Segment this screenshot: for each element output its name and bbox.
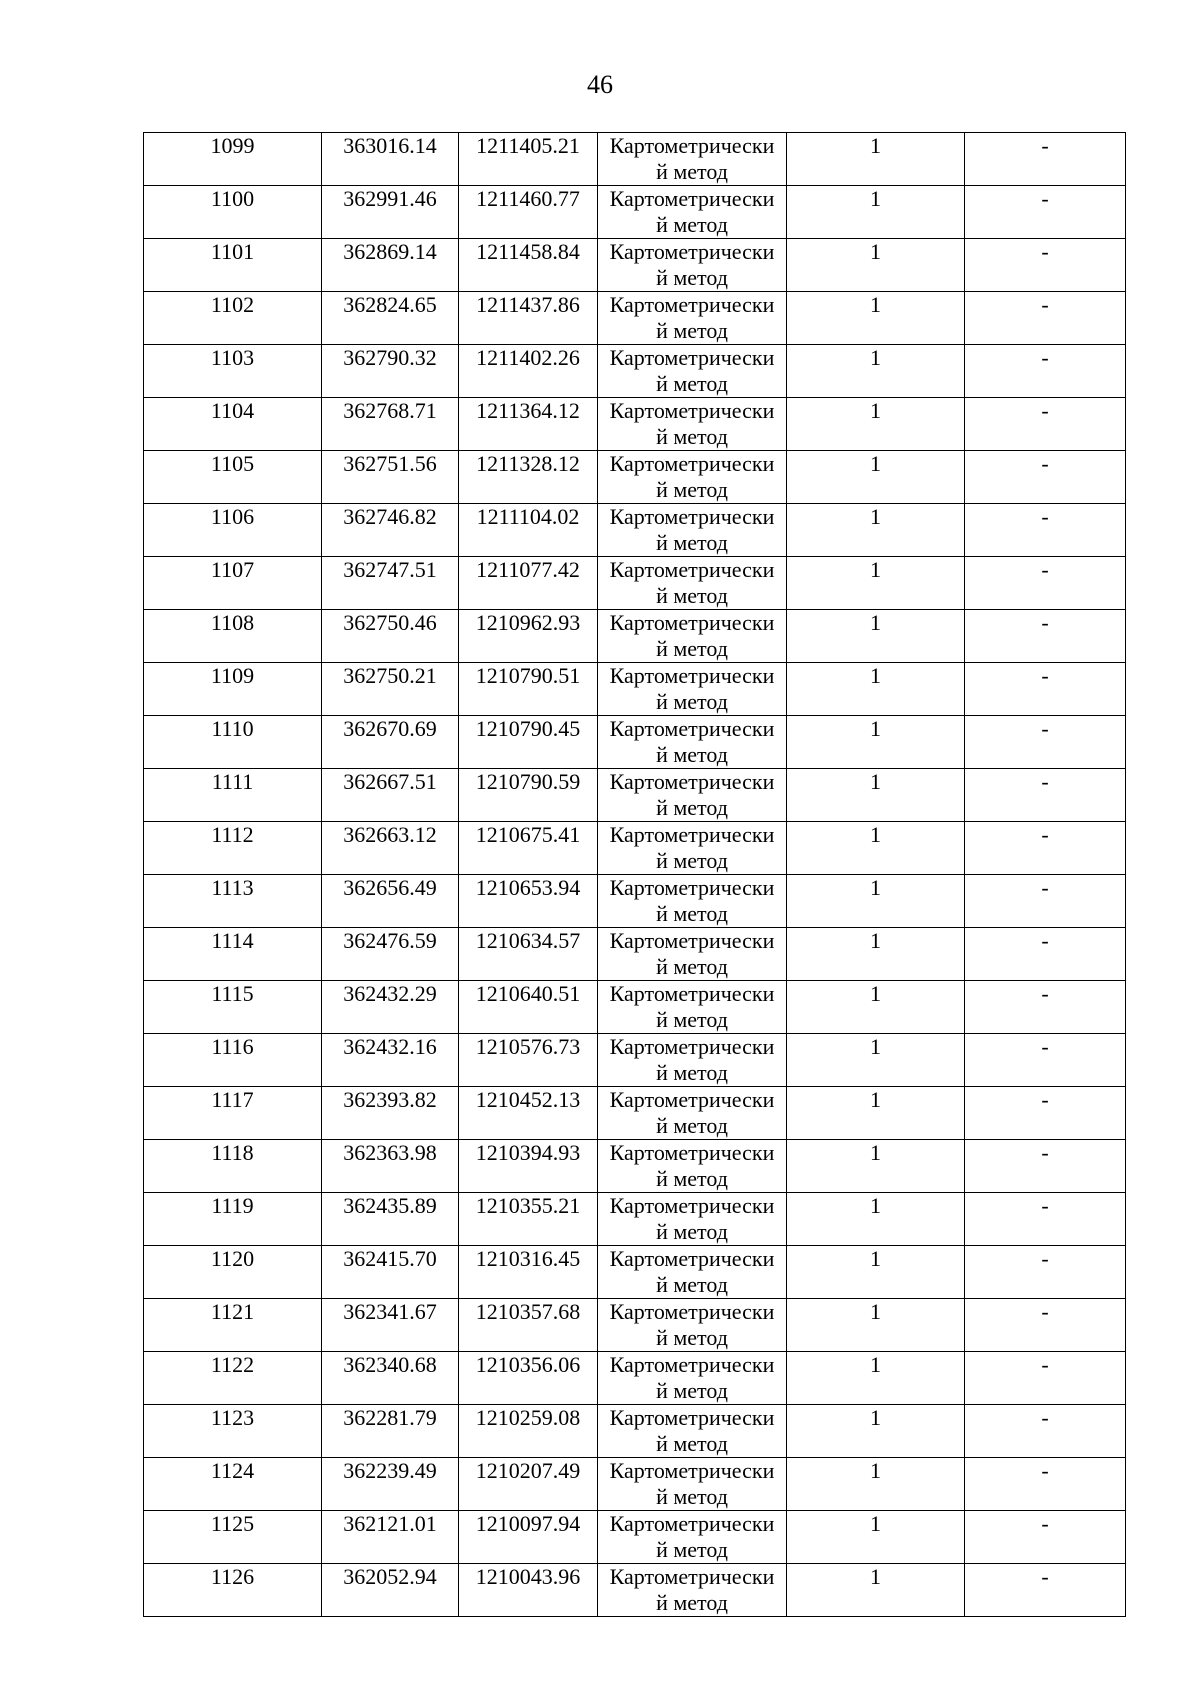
table-row xyxy=(144,610,1126,663)
method-line-2: й метод xyxy=(656,1060,728,1085)
method-line-1: Картометрически xyxy=(609,981,775,1006)
method-cell xyxy=(598,1193,787,1246)
method-line-1: Картометрически xyxy=(609,769,775,794)
note-cell: - xyxy=(965,1193,1126,1246)
method-line-1: Картометрически xyxy=(609,1246,775,1271)
method-cell xyxy=(598,133,787,186)
x-coordinate-cell: 362476.59 xyxy=(322,928,459,981)
table-row xyxy=(144,1034,1126,1087)
y-coordinate-cell: 1210097.94 xyxy=(459,1511,598,1564)
method-cell xyxy=(598,186,787,239)
method-line-1: Картометрически xyxy=(609,1564,775,1589)
x-coordinate-cell: 362435.89 xyxy=(322,1193,459,1246)
method-line-2: й метод xyxy=(656,1537,728,1562)
table-row xyxy=(144,345,1126,398)
y-coordinate-cell: 1211437.86 xyxy=(459,292,598,345)
note-cell: - xyxy=(965,1034,1126,1087)
x-coordinate-cell: 362239.49 xyxy=(322,1458,459,1511)
method-line-1: Картометрически xyxy=(609,1511,775,1536)
method-cell xyxy=(598,1140,787,1193)
x-coordinate-cell: 362663.12 xyxy=(322,822,459,875)
accuracy-cell: 1 xyxy=(787,292,965,345)
method-line-2: й метод xyxy=(656,1378,728,1403)
method-line-2: й метод xyxy=(656,318,728,343)
method-line-1: Картометрически xyxy=(609,1034,775,1059)
accuracy-cell: 1 xyxy=(787,504,965,557)
accuracy-cell: 1 xyxy=(787,1405,965,1458)
y-coordinate-cell: 1210576.73 xyxy=(459,1034,598,1087)
table-row xyxy=(144,1352,1126,1405)
method-line-1: Картометрически xyxy=(609,1140,775,1165)
table-row xyxy=(144,769,1126,822)
y-coordinate-cell: 1210790.45 xyxy=(459,716,598,769)
method-line-1: Картометрически xyxy=(609,239,775,264)
accuracy-cell: 1 xyxy=(787,1140,965,1193)
y-coordinate-cell: 1211364.12 xyxy=(459,398,598,451)
x-coordinate-cell: 362415.70 xyxy=(322,1246,459,1299)
point-number-cell: 1125 xyxy=(144,1511,322,1564)
method-line-2: й метод xyxy=(656,1484,728,1509)
y-coordinate-cell: 1211104.02 xyxy=(459,504,598,557)
point-number-cell: 1115 xyxy=(144,981,322,1034)
method-line-2: й метод xyxy=(656,1007,728,1032)
table-row xyxy=(144,451,1126,504)
note-cell: - xyxy=(965,1087,1126,1140)
note-cell: - xyxy=(965,398,1126,451)
table-row xyxy=(144,292,1126,345)
method-line-1: Картометрически xyxy=(609,1193,775,1218)
x-coordinate-cell: 362750.46 xyxy=(322,610,459,663)
method-line-1: Картометрически xyxy=(609,451,775,476)
note-cell: - xyxy=(965,451,1126,504)
note-cell: - xyxy=(965,292,1126,345)
method-line-1: Картометрически xyxy=(609,557,775,582)
method-line-1: Картометрически xyxy=(609,1352,775,1377)
table-row xyxy=(144,504,1126,557)
page-number: 46 xyxy=(587,70,613,99)
y-coordinate-cell: 1210259.08 xyxy=(459,1405,598,1458)
y-coordinate-cell: 1211405.21 xyxy=(459,133,598,186)
point-number-cell: 1122 xyxy=(144,1352,322,1405)
method-cell xyxy=(598,557,787,610)
x-coordinate-cell: 362869.14 xyxy=(322,239,459,292)
coordinates-table xyxy=(143,132,1126,1617)
y-coordinate-cell: 1210207.49 xyxy=(459,1458,598,1511)
accuracy-cell: 1 xyxy=(787,398,965,451)
table-row xyxy=(144,1193,1126,1246)
note-cell: - xyxy=(965,1564,1126,1617)
method-line-1: Картометрически xyxy=(609,398,775,423)
x-coordinate-cell: 362667.51 xyxy=(322,769,459,822)
method-line-2: й метод xyxy=(656,1325,728,1350)
point-number-cell: 1112 xyxy=(144,822,322,875)
accuracy-cell: 1 xyxy=(787,1034,965,1087)
method-line-2: й метод xyxy=(656,1590,728,1615)
method-cell xyxy=(598,1511,787,1564)
x-coordinate-cell: 362751.56 xyxy=(322,451,459,504)
point-number-cell: 1113 xyxy=(144,875,322,928)
table-row xyxy=(144,186,1126,239)
accuracy-cell: 1 xyxy=(787,186,965,239)
table-row xyxy=(144,1511,1126,1564)
method-line-2: й метод xyxy=(656,1431,728,1456)
y-coordinate-cell: 1210962.93 xyxy=(459,610,598,663)
note-cell: - xyxy=(965,1352,1126,1405)
y-coordinate-cell: 1210675.41 xyxy=(459,822,598,875)
y-coordinate-cell: 1210653.94 xyxy=(459,875,598,928)
note-cell: - xyxy=(965,557,1126,610)
y-coordinate-cell: 1210790.59 xyxy=(459,769,598,822)
x-coordinate-cell: 362991.46 xyxy=(322,186,459,239)
method-cell xyxy=(598,981,787,1034)
note-cell: - xyxy=(965,1458,1126,1511)
x-coordinate-cell: 362747.51 xyxy=(322,557,459,610)
table-row xyxy=(144,1405,1126,1458)
x-coordinate-cell: 362340.68 xyxy=(322,1352,459,1405)
point-number-cell: 1114 xyxy=(144,928,322,981)
point-number-cell: 1110 xyxy=(144,716,322,769)
table-row xyxy=(144,1299,1126,1352)
x-coordinate-cell: 362656.49 xyxy=(322,875,459,928)
method-line-1: Картометрически xyxy=(609,1458,775,1483)
method-cell xyxy=(598,928,787,981)
note-cell: - xyxy=(965,875,1126,928)
note-cell: - xyxy=(965,1405,1126,1458)
method-line-2: й метод xyxy=(656,1113,728,1138)
coordinates-table-body xyxy=(144,133,1126,1617)
accuracy-cell: 1 xyxy=(787,663,965,716)
method-cell xyxy=(598,1034,787,1087)
method-cell xyxy=(598,663,787,716)
method-line-2: й метод xyxy=(656,1272,728,1297)
note-cell: - xyxy=(965,716,1126,769)
table-row xyxy=(144,663,1126,716)
y-coordinate-cell: 1210043.96 xyxy=(459,1564,598,1617)
accuracy-cell: 1 xyxy=(787,133,965,186)
table-row xyxy=(144,875,1126,928)
x-coordinate-cell: 362824.65 xyxy=(322,292,459,345)
note-cell: - xyxy=(965,928,1126,981)
point-number-cell: 1121 xyxy=(144,1299,322,1352)
method-line-2: й метод xyxy=(656,954,728,979)
y-coordinate-cell: 1210355.21 xyxy=(459,1193,598,1246)
method-cell xyxy=(598,769,787,822)
accuracy-cell: 1 xyxy=(787,1087,965,1140)
point-number-cell: 1103 xyxy=(144,345,322,398)
table-row xyxy=(144,1458,1126,1511)
note-cell: - xyxy=(965,822,1126,875)
method-cell xyxy=(598,610,787,663)
accuracy-cell: 1 xyxy=(787,451,965,504)
accuracy-cell: 1 xyxy=(787,1352,965,1405)
note-cell: - xyxy=(965,981,1126,1034)
method-cell xyxy=(598,1458,787,1511)
note-cell: - xyxy=(965,1140,1126,1193)
y-coordinate-cell: 1211077.42 xyxy=(459,557,598,610)
method-line-2: й метод xyxy=(656,424,728,449)
method-cell xyxy=(598,1352,787,1405)
table-row xyxy=(144,716,1126,769)
accuracy-cell: 1 xyxy=(787,822,965,875)
table-row xyxy=(144,1140,1126,1193)
table-row xyxy=(144,1564,1126,1617)
method-cell xyxy=(598,398,787,451)
point-number-cell: 1119 xyxy=(144,1193,322,1246)
x-coordinate-cell: 362746.82 xyxy=(322,504,459,557)
y-coordinate-cell: 1210394.93 xyxy=(459,1140,598,1193)
method-line-2: й метод xyxy=(656,742,728,767)
y-coordinate-cell: 1210316.45 xyxy=(459,1246,598,1299)
x-coordinate-cell: 362750.21 xyxy=(322,663,459,716)
method-line-2: й метод xyxy=(656,530,728,555)
y-coordinate-cell: 1210640.51 xyxy=(459,981,598,1034)
point-number-cell: 1111 xyxy=(144,769,322,822)
y-coordinate-cell: 1210452.13 xyxy=(459,1087,598,1140)
x-coordinate-cell: 362790.32 xyxy=(322,345,459,398)
method-line-2: й метод xyxy=(656,636,728,661)
table-row xyxy=(144,1087,1126,1140)
y-coordinate-cell: 1211460.77 xyxy=(459,186,598,239)
table-row xyxy=(144,239,1126,292)
x-coordinate-cell: 362052.94 xyxy=(322,1564,459,1617)
point-number-cell: 1105 xyxy=(144,451,322,504)
point-number-cell: 1108 xyxy=(144,610,322,663)
method-cell xyxy=(598,716,787,769)
method-line-1: Картометрически xyxy=(609,822,775,847)
method-cell xyxy=(598,504,787,557)
accuracy-cell: 1 xyxy=(787,557,965,610)
method-line-2: й метод xyxy=(656,371,728,396)
note-cell: - xyxy=(965,504,1126,557)
method-cell xyxy=(598,1299,787,1352)
y-coordinate-cell: 1210634.57 xyxy=(459,928,598,981)
point-number-cell: 1117 xyxy=(144,1087,322,1140)
method-cell xyxy=(598,1564,787,1617)
x-coordinate-cell: 362432.29 xyxy=(322,981,459,1034)
point-number-cell: 1124 xyxy=(144,1458,322,1511)
y-coordinate-cell: 1211458.84 xyxy=(459,239,598,292)
table-row xyxy=(144,133,1126,186)
method-line-1: Картометрически xyxy=(609,504,775,529)
method-line-1: Картометрически xyxy=(609,610,775,635)
accuracy-cell: 1 xyxy=(787,875,965,928)
x-coordinate-cell: 362432.16 xyxy=(322,1034,459,1087)
method-line-2: й метод xyxy=(656,1166,728,1191)
method-line-1: Картометрически xyxy=(609,345,775,370)
point-number-cell: 1126 xyxy=(144,1564,322,1617)
method-line-1: Картометрически xyxy=(609,1405,775,1430)
point-number-cell: 1120 xyxy=(144,1246,322,1299)
method-line-1: Картометрически xyxy=(609,1087,775,1112)
method-line-1: Картометрически xyxy=(609,1299,775,1324)
note-cell: - xyxy=(965,345,1126,398)
x-coordinate-cell: 362341.67 xyxy=(322,1299,459,1352)
y-coordinate-cell: 1210790.51 xyxy=(459,663,598,716)
x-coordinate-cell: 362281.79 xyxy=(322,1405,459,1458)
x-coordinate-cell: 362670.69 xyxy=(322,716,459,769)
table-row xyxy=(144,928,1126,981)
y-coordinate-cell: 1211328.12 xyxy=(459,451,598,504)
point-number-cell: 1123 xyxy=(144,1405,322,1458)
method-line-2: й метод xyxy=(656,159,728,184)
accuracy-cell: 1 xyxy=(787,1193,965,1246)
method-line-2: й метод xyxy=(656,901,728,926)
method-line-1: Картометрически xyxy=(609,663,775,688)
y-coordinate-cell: 1211402.26 xyxy=(459,345,598,398)
x-coordinate-cell: 363016.14 xyxy=(322,133,459,186)
x-coordinate-cell: 362393.82 xyxy=(322,1087,459,1140)
point-number-cell: 1102 xyxy=(144,292,322,345)
method-line-2: й метод xyxy=(656,212,728,237)
table-row xyxy=(144,1246,1126,1299)
accuracy-cell: 1 xyxy=(787,1458,965,1511)
point-number-cell: 1104 xyxy=(144,398,322,451)
method-line-2: й метод xyxy=(656,689,728,714)
y-coordinate-cell: 1210356.06 xyxy=(459,1352,598,1405)
accuracy-cell: 1 xyxy=(787,981,965,1034)
method-line-1: Картометрически xyxy=(609,133,775,158)
accuracy-cell: 1 xyxy=(787,928,965,981)
note-cell: - xyxy=(965,133,1126,186)
method-line-1: Картометрически xyxy=(609,186,775,211)
table-row xyxy=(144,398,1126,451)
note-cell: - xyxy=(965,186,1126,239)
point-number-cell: 1100 xyxy=(144,186,322,239)
note-cell: - xyxy=(965,1246,1126,1299)
table-row xyxy=(144,981,1126,1034)
method-line-2: й метод xyxy=(656,848,728,873)
table-row xyxy=(144,822,1126,875)
method-cell xyxy=(598,1405,787,1458)
point-number-cell: 1109 xyxy=(144,663,322,716)
accuracy-cell: 1 xyxy=(787,610,965,663)
note-cell: - xyxy=(965,663,1126,716)
point-number-cell: 1101 xyxy=(144,239,322,292)
accuracy-cell: 1 xyxy=(787,1246,965,1299)
method-line-2: й метод xyxy=(656,1219,728,1244)
x-coordinate-cell: 362363.98 xyxy=(322,1140,459,1193)
accuracy-cell: 1 xyxy=(787,716,965,769)
point-number-cell: 1116 xyxy=(144,1034,322,1087)
method-line-1: Картометрически xyxy=(609,875,775,900)
method-line-1: Картометрически xyxy=(609,292,775,317)
method-cell xyxy=(598,239,787,292)
note-cell: - xyxy=(965,1299,1126,1352)
method-cell xyxy=(598,345,787,398)
accuracy-cell: 1 xyxy=(787,345,965,398)
method-line-2: й метод xyxy=(656,477,728,502)
point-number-cell: 1118 xyxy=(144,1140,322,1193)
point-number-cell: 1106 xyxy=(144,504,322,557)
method-cell xyxy=(598,451,787,504)
accuracy-cell: 1 xyxy=(787,239,965,292)
method-cell xyxy=(598,875,787,928)
note-cell: - xyxy=(965,1511,1126,1564)
y-coordinate-cell: 1210357.68 xyxy=(459,1299,598,1352)
accuracy-cell: 1 xyxy=(787,1299,965,1352)
method-cell xyxy=(598,1246,787,1299)
note-cell: - xyxy=(965,239,1126,292)
method-cell xyxy=(598,1087,787,1140)
accuracy-cell: 1 xyxy=(787,1511,965,1564)
method-line-1: Картометрически xyxy=(609,928,775,953)
table-row xyxy=(144,557,1126,610)
x-coordinate-cell: 362121.01 xyxy=(322,1511,459,1564)
point-number-cell: 1099 xyxy=(144,133,322,186)
point-number-cell: 1107 xyxy=(144,557,322,610)
accuracy-cell: 1 xyxy=(787,1564,965,1617)
method-cell xyxy=(598,822,787,875)
note-cell: - xyxy=(965,769,1126,822)
method-line-2: й метод xyxy=(656,795,728,820)
note-cell: - xyxy=(965,610,1126,663)
method-line-2: й метод xyxy=(656,265,728,290)
method-cell xyxy=(598,292,787,345)
method-line-2: й метод xyxy=(656,583,728,608)
method-line-1: Картометрически xyxy=(609,716,775,741)
x-coordinate-cell: 362768.71 xyxy=(322,398,459,451)
accuracy-cell: 1 xyxy=(787,769,965,822)
